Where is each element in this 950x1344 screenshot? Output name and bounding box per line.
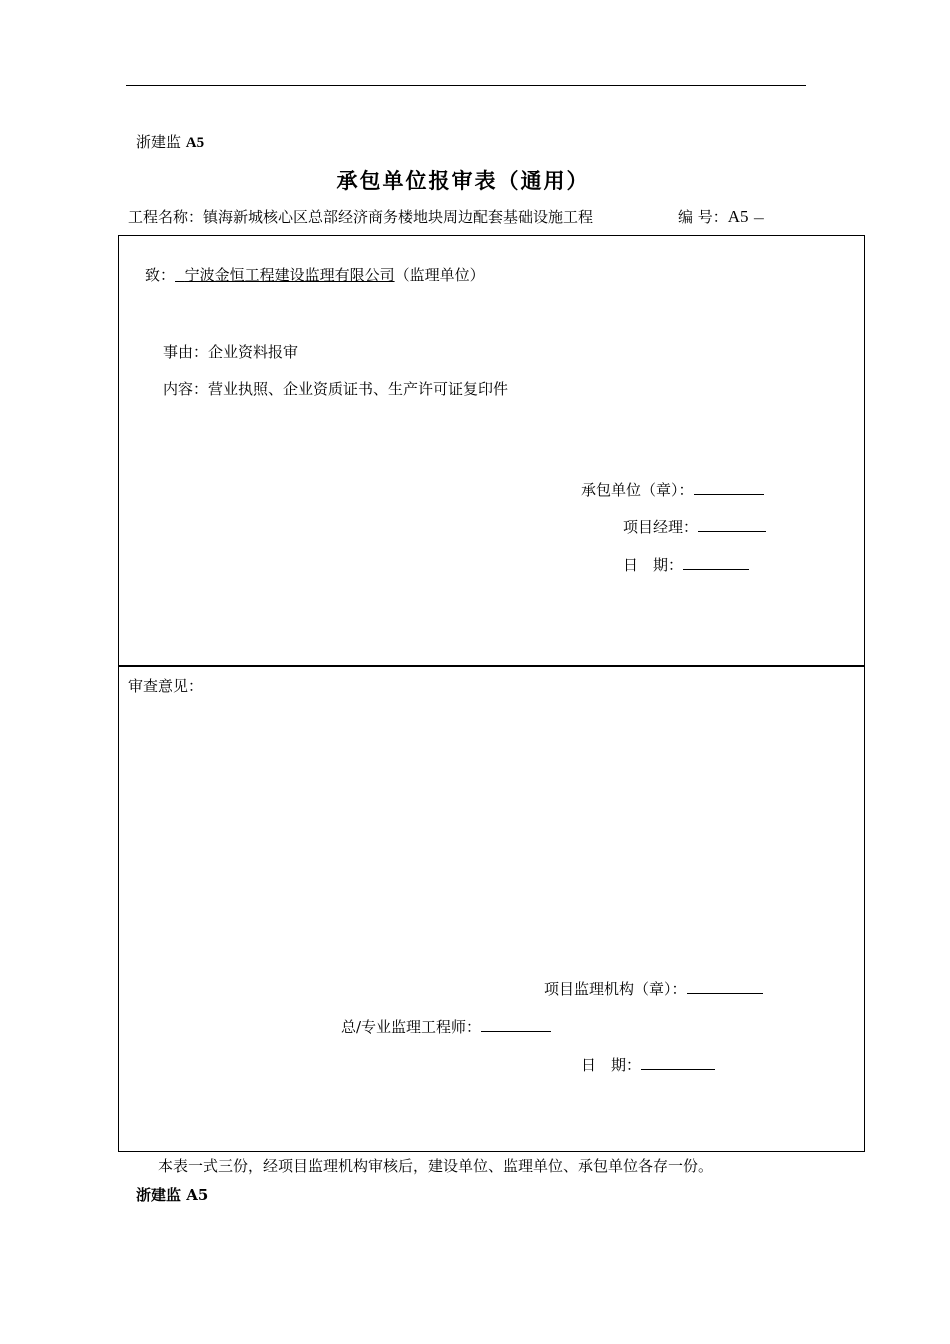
content-value: 营业执照、企业资质证书、生产许可证复印件 [208, 380, 509, 398]
submission-section [118, 235, 865, 667]
contractor-seal-line[interactable] [694, 493, 764, 495]
org-seal-line[interactable] [687, 992, 763, 994]
project-label: 工程名称： [128, 208, 204, 226]
contractor-seal-row: 承包单位（章）： [581, 479, 764, 500]
reason-value: 企业资料报审 [208, 343, 299, 361]
date-line-1[interactable] [683, 568, 749, 570]
form-title: 承包单位报审表（通用） [336, 169, 590, 193]
project-name: 镇海新城核心区总部经济商务楼地块周边配套基础设施工程 [203, 208, 594, 226]
content-row [163, 378, 508, 399]
header-rule [126, 85, 806, 86]
date-row-1: 日 期： [623, 554, 749, 575]
org-seal-row: 项目监理机构（章）： [544, 978, 763, 999]
manager-sign-line[interactable] [698, 530, 766, 532]
project-name-row [128, 206, 593, 227]
serial-number [678, 206, 764, 227]
form-code-bottom: 浙建监 A5 [136, 1186, 209, 1204]
reason-row [163, 341, 298, 362]
manager-sign-row: 项目经理： [623, 516, 766, 537]
opinion-label: 审查意见： [128, 677, 204, 695]
date-row-2: 日 期： [581, 1054, 715, 1075]
recipient-row [145, 264, 485, 285]
recipient-name: 宁波金恒工程建设监理有限公司 [184, 266, 395, 284]
reason-label: 事由： [163, 343, 209, 361]
serial-suffix: — [753, 212, 765, 225]
engineer-sign-line[interactable] [481, 1030, 551, 1032]
content-label: 内容： [163, 380, 209, 398]
engineer-sign-row: 总/专业监理工程师： [341, 1016, 551, 1037]
date-line-2[interactable] [641, 1068, 715, 1070]
form-code-top: 浙建监 A5 [136, 133, 205, 151]
footer-note: 本表一式三份，经项目监理机构审核后，建设单位、监理单位、承包单位各存一份。 [158, 1157, 714, 1175]
review-section [118, 665, 865, 1152]
serial-value: A5 [727, 207, 749, 226]
serial-label: 编 号： [678, 208, 728, 226]
recipient-suffix: （监理单位） [394, 266, 485, 284]
to-label: 致： [145, 266, 176, 284]
